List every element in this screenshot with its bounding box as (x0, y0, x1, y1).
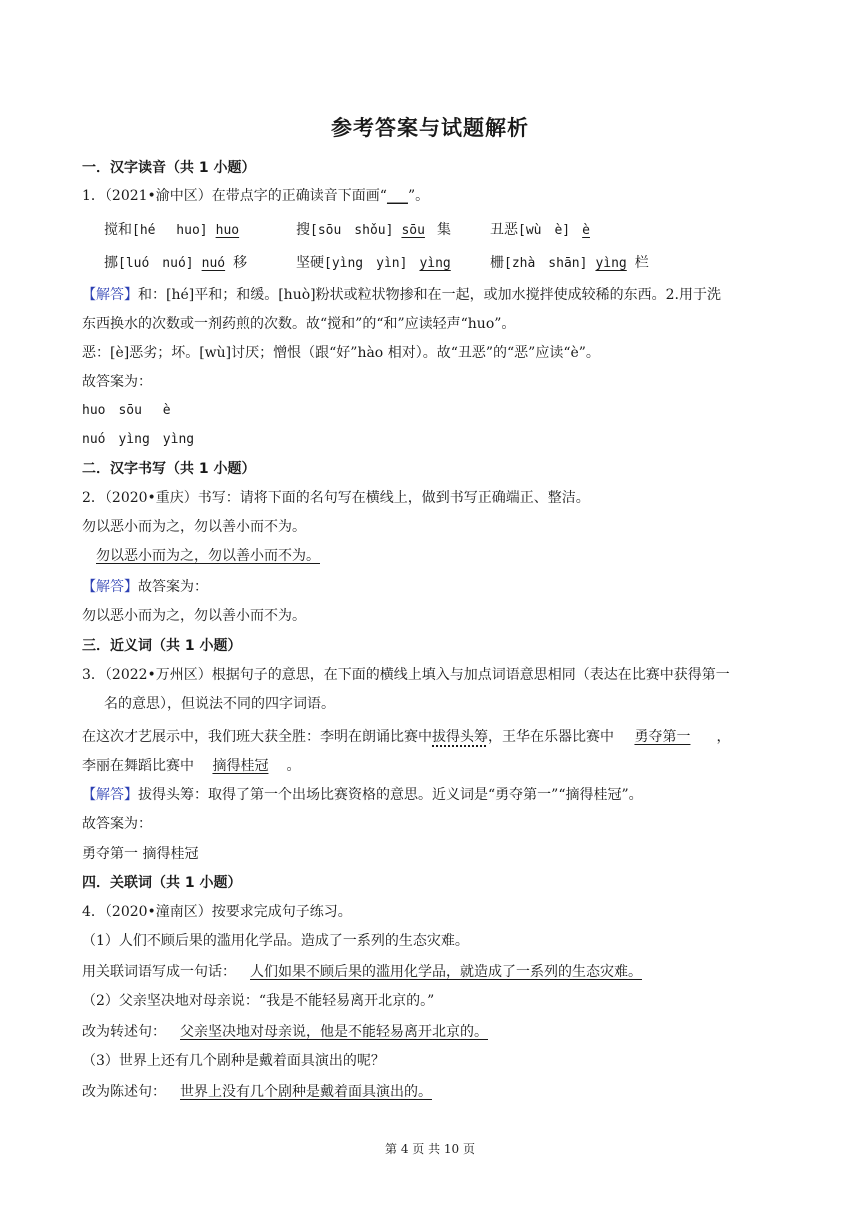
answer-final-2: 勿以恶小而为之，勿以善小而不为。 (82, 608, 306, 624)
sentence-text: ，王华在乐器比赛中 (488, 729, 619, 745)
question-4-part-1: （1）人们不顾后果的滥用化学品。造成了一系列的生态灾难。 (82, 933, 469, 949)
pinyin-item-1 (104, 219, 259, 239)
answer-explanation-1b: 东西换水的次数或一剂药煎的次数。故“搅和”的“和”应读轻声“huo”。 (82, 316, 516, 332)
item-options: [zhà shān] (504, 256, 588, 271)
question-4: 4．（2020•潼南区）按要求完成句子练习。 (82, 904, 352, 920)
page-title: 参考答案与试题解析 (331, 116, 529, 140)
jieda-text: 拔得头筹：取得了第一个出场比赛资格的意思。近义词是“勇夺第一”“摘得桂冠”。 (138, 787, 643, 803)
answer-line-1: huo sōu è (82, 403, 171, 418)
answer-underline: 摘得桂冠 (212, 758, 269, 774)
sentence-text: 李丽在舞蹈比赛中 (82, 758, 199, 774)
item-answer: yìng (595, 256, 627, 271)
item-options: [hé huo] (132, 223, 208, 238)
section-1-heading: 一．汉字读音（共 1 小题） (82, 160, 256, 176)
answer-explanation-1c: 恶：[è]恶劣；坏。[wù]讨厌；憎恨（跟“好”hào 相对）。故“丑恶”的“恶”应读“è”。 (82, 345, 600, 361)
answer-label-1: 故答案为： (82, 374, 152, 390)
answer-underline: 勿以恶小而为之，勿以善小而不为。 (96, 548, 320, 564)
jieda-label: 【解答】 (82, 579, 138, 595)
question-3: 3．（2022•万州区）根据句子的意思，在下面的横线上填入与加点词语意思相同（表达在比赛中获得第一 (82, 667, 730, 683)
question-3-cont: 名的意思），但说法不同的四字词语。 (104, 696, 335, 712)
question-1-prefix: 1．（2021•渝中区）在带点字的正确读音下面画“ (82, 188, 387, 204)
section-3-heading: 三．近义词（共 1 小题） (82, 638, 242, 654)
item-word: 挪 (104, 255, 118, 271)
item-answer: huo (215, 223, 240, 238)
item-word: 栅 (490, 255, 504, 271)
item-options: [wù è] (518, 223, 571, 238)
question-4-part-2: （2）父亲坚决地对母亲说：“我是不能轻易离开北京的。” (82, 993, 435, 1009)
item-answer: sōu (401, 223, 425, 238)
question-3-sentence (82, 727, 730, 747)
answer-underline: 世界上没有几个剧种是戴着面具演出的。 (180, 1084, 432, 1100)
dotted-word: 拔得头筹 (432, 729, 488, 745)
section-4-heading: 四．关联词（共 1 小题） (82, 875, 242, 891)
item-options: [luó nuó] (118, 256, 194, 271)
question-4-part-3-answer (82, 1082, 446, 1102)
item-after: 集 (436, 222, 451, 238)
item-word: 丑恶 (490, 222, 518, 238)
question-4-part-2-answer (82, 1022, 502, 1042)
answer-label: 改为转述句： (82, 1024, 166, 1040)
answer-underline: 父亲坚决地对母亲说，他是不能轻易离开北京的。 (180, 1024, 488, 1040)
item-answer: nuó (201, 256, 226, 271)
sentence-text: 。 (286, 758, 301, 774)
answer-explanation-1 (82, 285, 721, 305)
item-word: 搅和 (104, 222, 132, 238)
jieda-label: 【解答】 (82, 287, 138, 303)
item-options: [sōu shǒu] (310, 223, 394, 238)
answer-explanation-3 (82, 785, 643, 805)
answer-final-3: 勇夺第一 摘得桂冠 (82, 846, 199, 862)
answer-label: 改为陈述句： (82, 1084, 166, 1100)
question-2-quote: 勿以恶小而为之，勿以善小而不为。 (82, 519, 306, 535)
jieda-label: 【解答】 (82, 787, 138, 803)
pinyin-item-4 (104, 252, 247, 272)
question-4-part-1-answer (82, 962, 658, 982)
pinyin-item-5 (296, 252, 467, 272)
answer-line-2: nuó yìng yìng (82, 432, 195, 447)
sentence-text: ， (716, 729, 731, 745)
question-3-sentence-2 (82, 756, 300, 776)
question-4-part-3: （3）世界上还有几个剧种是戴着面具演出的呢？ (82, 1053, 385, 1069)
item-word: 坚硬 (296, 255, 324, 271)
answer-label-3: 故答案为： (82, 816, 152, 832)
jieda-text: 和：[hé]平和；和缓。[huò]粉状或粒状物掺和在一起，或加水搅拌使成较稀的东西。2.用于洗 (138, 287, 721, 303)
pinyin-item-2 (296, 219, 451, 239)
answer-underline: 勇夺第一 (634, 729, 691, 745)
pinyin-item-3 (490, 219, 602, 239)
item-answer: è (582, 223, 590, 238)
item-word: 搜 (296, 222, 310, 238)
item-after: 移 (233, 255, 248, 271)
item-answer: yìng (419, 256, 451, 271)
question-2: 2．（2020•重庆）书写：请将下面的名句写在横线上，做到书写正确端正、整洁。 (82, 490, 590, 506)
answer-label: 用关联词语写成一句话： (82, 964, 236, 980)
question-2-answer (82, 546, 342, 566)
question-1 (82, 186, 429, 206)
answer-underline: 人们如果不顾后果的滥用化学品，就造成了一系列的生态灾难。 (250, 964, 642, 980)
item-after: 栏 (634, 255, 649, 271)
item-options: [yìng yìn] (324, 256, 408, 271)
page-footer: 第 4 页 共 10 页 (385, 1142, 475, 1156)
question-1-blank: ___ (386, 188, 408, 204)
section-2-heading: 二．汉字书写（共 1 小题） (82, 461, 256, 477)
answer-explanation-2 (82, 577, 208, 597)
sentence-text: 在这次才艺展示中，我们班大获全胜：李明在朗诵比赛中 (82, 729, 432, 745)
question-1-suffix: ”。 (407, 188, 430, 204)
pinyin-item-6 (490, 252, 649, 272)
jieda-text: 故答案为： (138, 579, 208, 595)
